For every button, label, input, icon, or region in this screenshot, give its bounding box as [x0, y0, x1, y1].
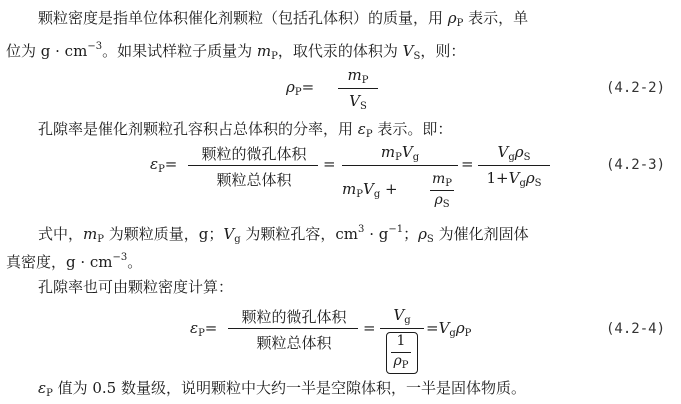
eq1-fraction-bar — [338, 88, 378, 89]
eq1-denominator: $V_S$ — [349, 92, 367, 112]
eq2-frac3-numerator: $V_g\rho_S$ — [497, 143, 531, 163]
text: 位为 g · cm — [6, 42, 88, 60]
superscript: −1 — [388, 224, 404, 235]
eq2-inner-bar — [430, 190, 454, 191]
paragraph-1-line-2 — [6, 37, 465, 67]
superscript: 3 — [358, 224, 365, 235]
eq2-lhs: $\varepsilon_P=$ — [150, 155, 178, 175]
text: 真密度，g · cm — [6, 253, 113, 271]
eq3-inner-denominator: $\rho_P$ — [393, 353, 409, 371]
eq2-frac1-denominator: 颗粒总体积 — [216, 171, 292, 189]
eq3-frac2-numerator: $V_g$ — [393, 306, 411, 326]
eq3-inner-numerator: 1 — [396, 333, 406, 349]
text: ； — [403, 225, 419, 243]
superscript: −3 — [112, 252, 128, 263]
eq2-frac2-bar — [342, 165, 458, 166]
paragraph-5 — [38, 378, 526, 404]
eq2-inner-denominator: $\rho_S$ — [434, 192, 450, 210]
text: 颗粒密度是指单位体积催化剂颗粒（包括孔体积）的质量，用 — [38, 9, 444, 27]
rho-symbol: $\rho_P$ — [447, 9, 464, 29]
eq2-inner-numerator: $m_P$ — [431, 171, 452, 189]
paragraph-4 — [38, 277, 233, 297]
text: ，取代汞的体积为 — [277, 42, 398, 60]
paragraph-3-line-1 — [38, 220, 529, 250]
eq2-number: (4.2-3) — [606, 157, 666, 173]
text: · g — [364, 225, 389, 243]
text: 表示，单 — [468, 9, 529, 27]
rho-symbol: $\rho_S$ — [418, 225, 434, 245]
text: 孔隙率是催化剂颗粒孔容积占总体积的分率，用 — [38, 120, 354, 138]
eq3-rhs: $=V_g\rho_P$ — [426, 319, 472, 339]
text: 式中， — [38, 225, 84, 243]
text: 为颗粒质量，g； — [108, 225, 224, 243]
eq2-equals-2: = — [461, 155, 474, 173]
eq2-frac1-bar — [188, 165, 318, 166]
eq3-frac2-bar — [380, 328, 424, 329]
text: 表示。即： — [377, 120, 453, 138]
epsilon-symbol: $\varepsilon_P$ — [357, 120, 373, 140]
text: ，则： — [420, 42, 466, 60]
eq2-frac3-bar — [478, 165, 550, 166]
eq1-number: (4.2-2) — [606, 80, 666, 96]
mass-symbol: $m_P$ — [256, 42, 278, 62]
eq2-frac2-numerator: $m_PV_g$ — [380, 143, 420, 163]
text: 。 — [127, 253, 143, 271]
text: 为颗粒孔容，cm — [245, 225, 359, 243]
eq2-frac3-denominator: $1+V_g\rho_S$ — [486, 169, 542, 189]
volume-symbol: $V_S$ — [402, 42, 421, 62]
epsilon-symbol: $\varepsilon_P$ — [38, 379, 53, 399]
text: 。如果试样粒子质量为 — [102, 42, 253, 60]
eq3-lhs: $\varepsilon_P=$ — [190, 319, 218, 339]
eq3-equals-1: = — [363, 319, 376, 337]
eq3-frac1-bar — [228, 328, 358, 329]
eq2-frac2-den-left: $m_PV_g$ + — [342, 180, 398, 200]
eq3-frac1-numerator: 颗粒的微孔体积 — [241, 308, 347, 326]
text: 值为 0.5 数量级，说明颗粒中大约一半是空隙体积，一半是固体物质。 — [57, 379, 526, 397]
paragraph-2 — [38, 119, 452, 145]
superscript: −3 — [87, 41, 103, 52]
eq1-lhs: $\rho_P=$ — [286, 78, 315, 98]
text: 为催化剂固体 — [438, 225, 529, 243]
eq3-frac1-denominator: 颗粒总体积 — [256, 334, 332, 352]
mass-symbol: $m_P$ — [83, 225, 104, 245]
text: 孔隙率也可由颗粒密度计算： — [38, 278, 234, 296]
eq2-frac1-numerator: 颗粒的微孔体积 — [201, 145, 307, 163]
eq2-equals-1: = — [323, 155, 336, 173]
paragraph-1-line-1 — [38, 8, 528, 34]
paragraph-3-line-2 — [6, 248, 142, 272]
eq3-number: (4.2-4) — [606, 321, 666, 337]
eq1-numerator: $m_P$ — [347, 66, 369, 86]
volume-symbol: $V_g$ — [223, 225, 241, 245]
